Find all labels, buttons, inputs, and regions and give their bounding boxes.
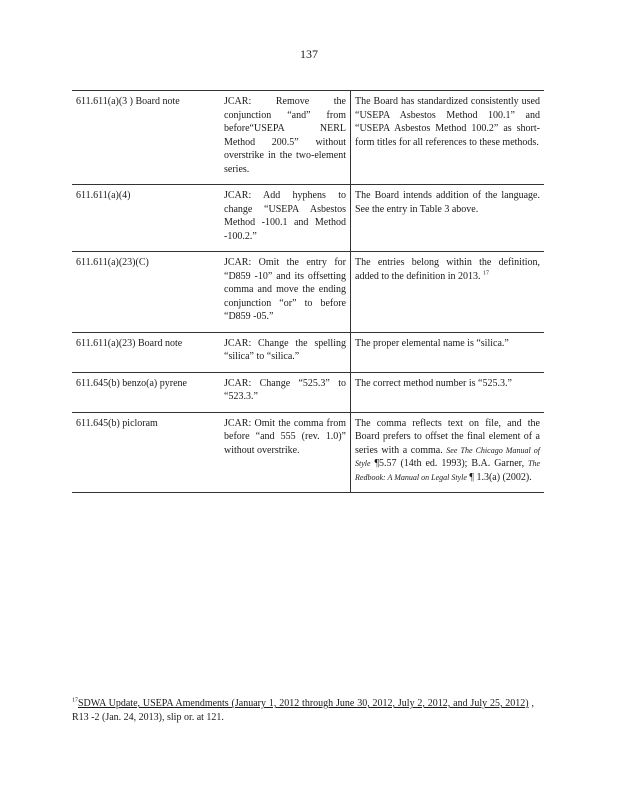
note-text: The comma reflects text on file, and the Board prefers to offset the final element of a series with a comma.: [355, 417, 540, 456]
action-cell: JCAR: Change “525.3” to “523.3.”: [220, 372, 351, 412]
table-row: [72, 91, 544, 185]
action-cell: JCAR: Omit the entry for “D859 -10” and its offsetting comma and move the ending conjunction “or” to before “D859 -05.”: [220, 252, 351, 333]
footnote: [72, 697, 534, 725]
footnote-text: , R13 -2 (Jan. 24, 2013), slip or. at 121.: [72, 698, 534, 723]
section-cell: 611.611(a)(4): [72, 185, 220, 252]
section-cell: 611.611(a)(23) Board note: [72, 332, 220, 372]
section-cell: 611.645(b) picloram: [72, 412, 220, 493]
amendments-table: [72, 90, 544, 493]
note-cell: [351, 412, 545, 493]
action-cell: JCAR: Add hyphens to change “USEPA Asbestos Method -100.1 and Method -100.2.”: [220, 185, 351, 252]
table-row: [72, 372, 544, 412]
citation-chicago-manual: See The Chicago Manual of Style: [355, 445, 540, 468]
table-row: [72, 412, 544, 493]
citation-text: ¶5.57 (14th ed. 1993); B.A. Garner,: [370, 458, 528, 469]
section-cell: 611.611(a)(23)(C): [72, 252, 220, 333]
citation-redbook: The Redbook: A Manual on Legal Style: [355, 459, 540, 482]
table-row: [72, 332, 544, 372]
footnote-reference[interactable]: 17: [483, 270, 490, 277]
footnote-citation-link[interactable]: SDWA Update, USEPA Amendments (January 1, 2012 through June 30, 2012, July 2, 2012, and July 25, 2012): [78, 698, 529, 709]
note-cell: The proper elemental name is “silica.”: [351, 332, 545, 372]
note-cell: The correct method number is “525.3.”: [351, 372, 545, 412]
action-cell: JCAR: Change the spelling “silica” to “silica.”: [220, 332, 351, 372]
section-cell: 611.611(a)(3 ) Board note: [72, 91, 220, 185]
action-cell: JCAR: Remove the conjunction “and” from before“USEPA NERL Method 200.5” without overstrike in the two-element series.: [220, 91, 351, 185]
citation-text: ¶ 1.3(a) (2002).: [466, 471, 532, 483]
table-row: [72, 252, 544, 333]
action-cell: JCAR: Omit the comma from before “and 555 (rev. 1.0)” without overstrike.: [220, 412, 351, 493]
section-cell: 611.645(b) benzo(a) pyrene: [72, 372, 220, 412]
note-cell: [351, 252, 545, 333]
page-number: 137: [300, 47, 318, 61]
table-row: [72, 185, 544, 252]
note-cell: The Board intends addition of the language. See the entry in Table 3 above.: [351, 185, 545, 252]
note-text: The entries belong within the definition, added to the definition in 2013.: [355, 257, 540, 282]
footnote-marker: 17: [72, 697, 78, 704]
note-cell: The Board has standardized consistently used “USEPA Asbestos Method 100.1” and “USEPA Asbestos Method 100.2” as short-form titles for all references to these methods.: [351, 91, 545, 185]
